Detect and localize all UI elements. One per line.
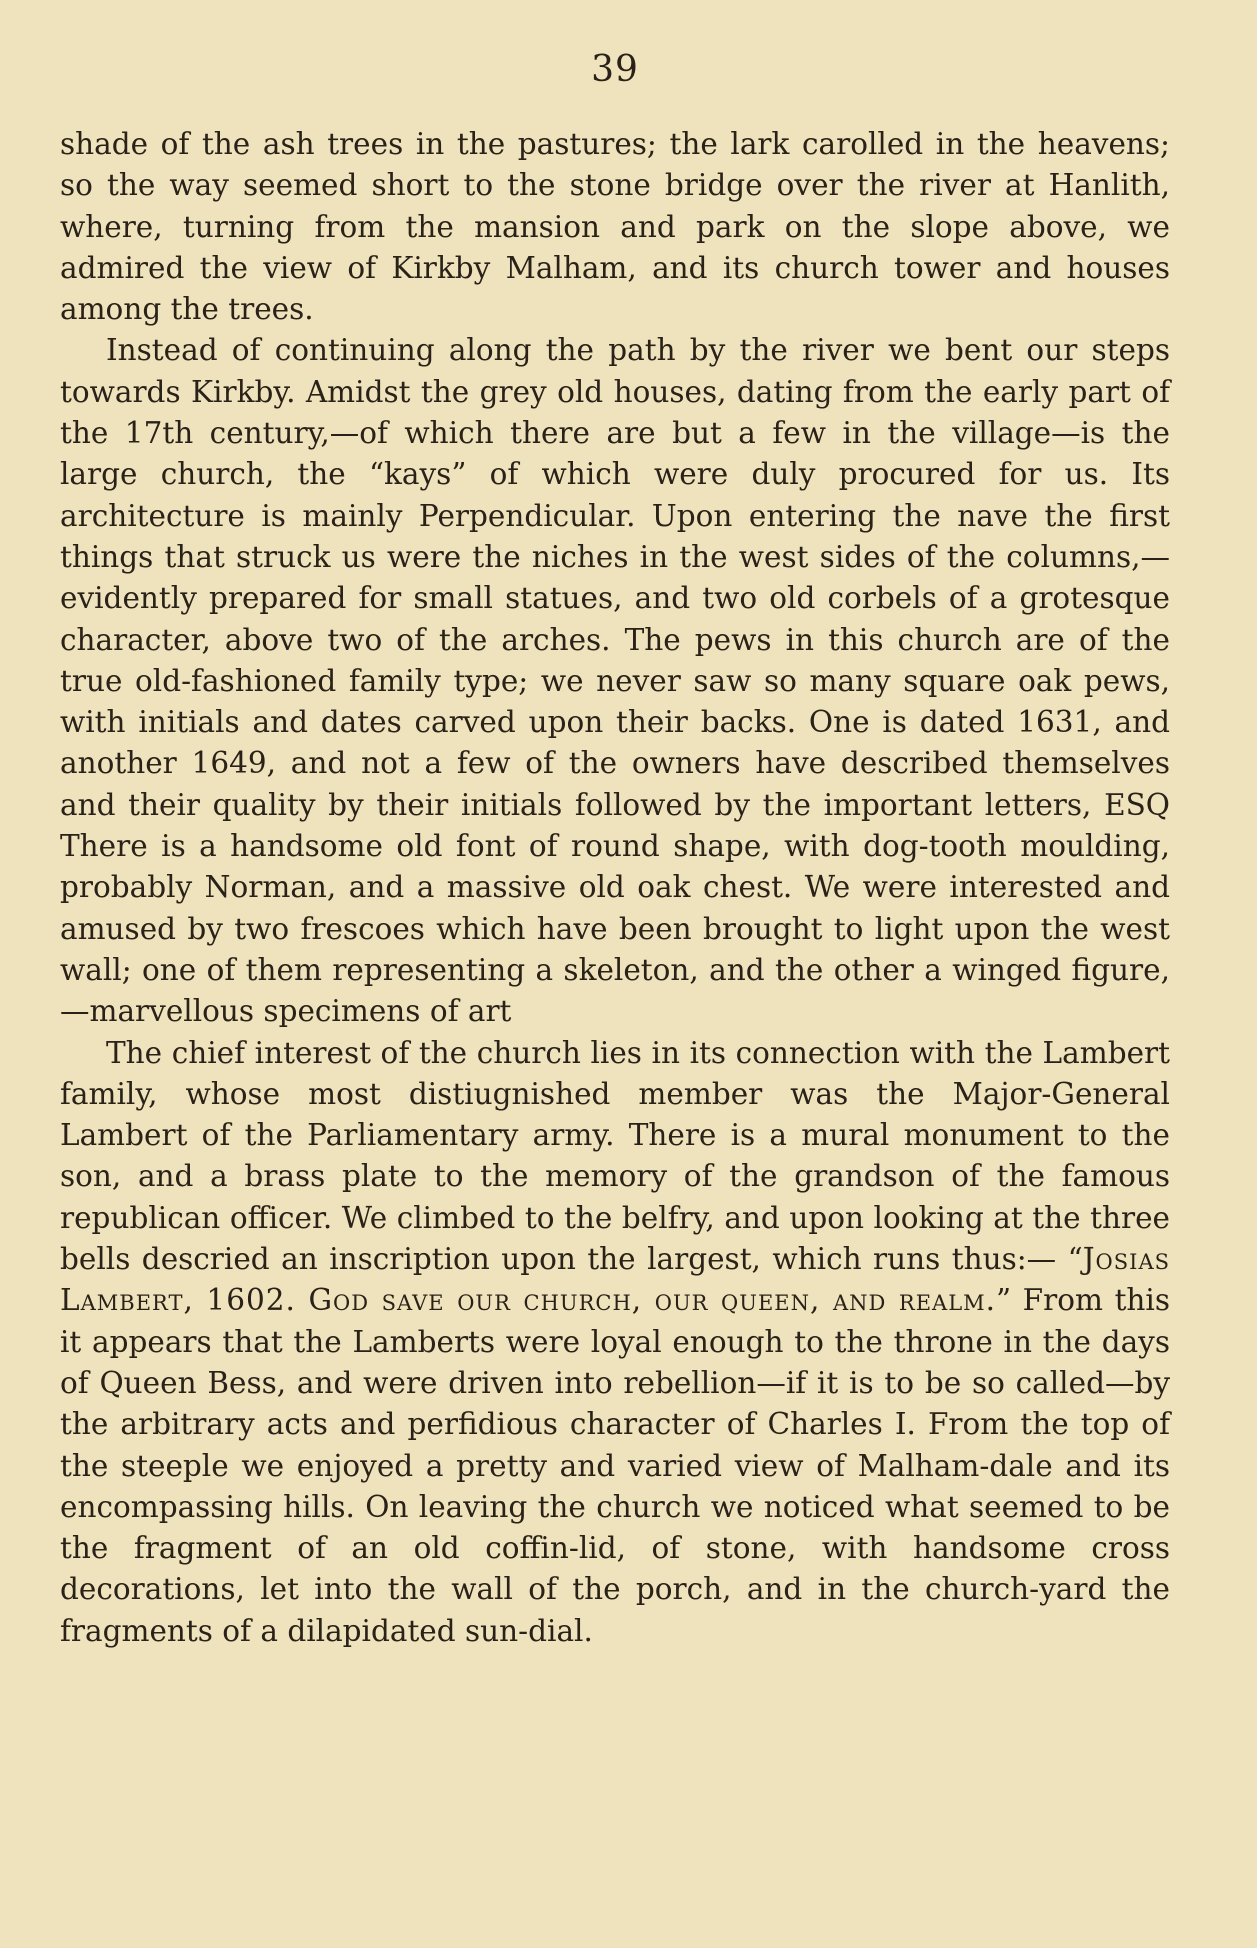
book-page [60,49,1170,1652]
paragraph-3-text-after: ” From this it appears that the Lamberts were loyal enough to the throne in the days of Queen Bess, and were driven into rebellion—if it is to be so called—by the arbitrary acts and perfidious character of Charles I. From the top of the steeple we enjoyed a pretty and varied view of Malham-dale and its encompassing hills. On leaving the church we noticed what seemed to be the fragment of an old coffin-lid, of stone, with handsome cross decorations, let into the wall of the porch, and in the church-yard the fragments of a dilapidated sun-dial. [60,1283,1170,1648]
paragraph-1: shade of the ash trees in the pastures; the lark carolled in the heavens; so the way seemed short to the stone bridge over the river at Hanlith, where, turning from the mansion and park on the slope above, we admired the view of Kirkby Malham, and its church tower and houses among the trees. [60,127,1170,327]
bell-inscription: Josias Lambert, 1602. God save our church, our queen, and realm. [60,1242,1170,1318]
paragraph-3 [60,1033,1170,1652]
paragraph-3-text-before: The chief interest of the church lies in its connection with the Lambert family, whose most distiugnished member was the Major-General Lambert of the Parliamentary army. There is a mural monument to the son, and a brass plate to the memory of the grandson of the famous republican officer. We climbed to the belfry, and upon looking at the three bells descried an inscription upon the largest, which runs thus:— “ [60,1035,1170,1277]
paragraph-2: Instead of continuing along the path by the river we bent our steps towards Kirkby. Amidst the grey old houses, dating from the early part of the 17th century,—of which there are but a few in the village—is the large church, the “kays” of which were duly procured for us. Its architecture is mainly Perpendicular. Upon entering the nave the first things that struck us were the niches in the west sides of the columns,—evidently prepared for small statues, and two old corbels of a grotesque character, above two of the arches. The pews in this church are of the true old-fashioned family type; we never saw so many square oak pews, with initials and dates carved upon their backs. One is dated 1631, and another 1649, and not a few of the owners have described themselves and their quality by their initials followed by the important letters, ESQ There is a handsome old font of round shape, with dog-tooth moulding, probably Norman, and a massive old oak chest. We were interested and amused by two frescoes which have been brought to light upon the west wall; one of them representing a skeleton, and the other a winged figure,—marvellous specimens of art [60,333,1170,1029]
page-number: 39 [591,49,639,90]
